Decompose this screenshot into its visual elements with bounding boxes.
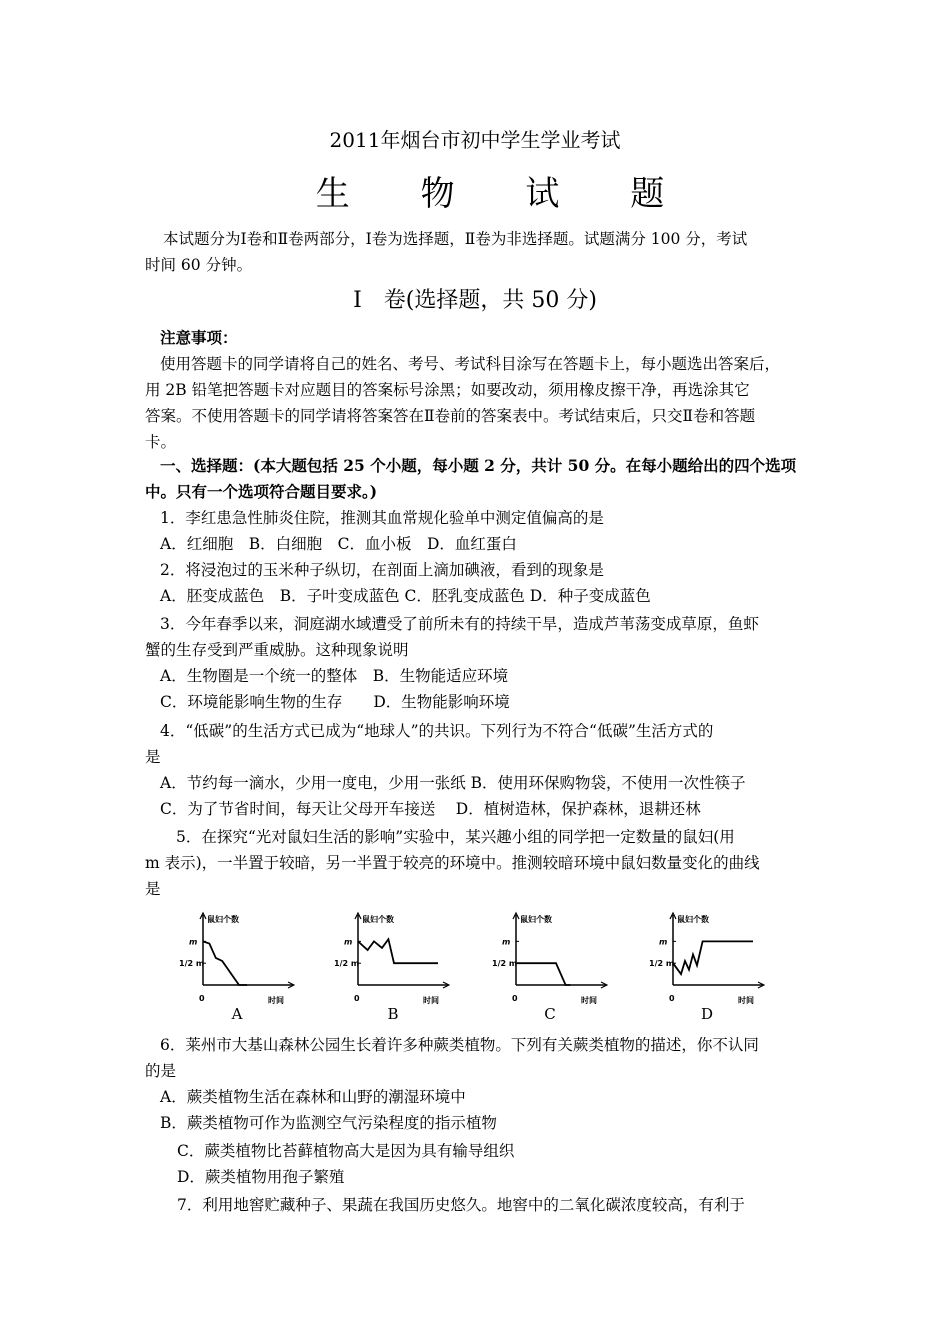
y-axis-label: 鼠妇个数 <box>520 915 552 924</box>
q3-stem-2: 蟹的生存受到严重威胁。这种现象说明 <box>145 641 409 659</box>
notice-line-4: 卡。 <box>145 433 177 451</box>
q4-options-2: C．为了节省时间，每天让父母开车接送 D．植树造林，保护森林，退耕还林 <box>160 800 701 818</box>
x-axis-label: 时间 <box>738 996 754 1005</box>
y-tick-half-m: 1/2 m <box>334 959 360 969</box>
graph-d-label: D <box>700 1005 714 1023</box>
series-line <box>516 963 570 985</box>
q6-option-c: C．蕨类植物比苔藓植物高大是因为具有输导组织 <box>177 1142 515 1160</box>
q5-stem-3: 是 <box>145 880 161 898</box>
y-tick-m: m <box>502 937 511 947</box>
intro-line-2: 时间 60 分钟。 <box>145 256 253 274</box>
volume-title: Ⅰ 卷(选择题，共 50 分) <box>353 288 597 313</box>
origin-label: 0 <box>354 994 360 1003</box>
section-heading-2: 中。只有一个选项符合题目要求。) <box>145 482 378 501</box>
q1-options: A．红细胞 B．白细胞 C．血小板 D．血红蛋白 <box>160 535 517 553</box>
y-axis-label: 鼠妇个数 <box>677 915 709 924</box>
q2-stem: 2．将浸泡过的玉米种子纵切，在剖面上滴加碘液，看到的现象是 <box>160 561 604 579</box>
section-heading-1: 一、选择题：(本大题包括 25 个小题，每小题 2 分，共计 50 分。在每小题给出的四个选项 <box>160 456 797 475</box>
y-tick-half-m: 1/2 m <box>649 959 675 969</box>
q6-stem-2: 的是 <box>145 1062 177 1080</box>
q7-stem-1: 7．利用地窖贮藏种子、果蔬在我国历史悠久。地窖中的二氧化碳浓度较高，有利于 <box>177 1196 745 1214</box>
notice-heading: 注意事项： <box>160 328 238 347</box>
q5-stem-1: 5．在探究“光对鼠妇生活的影响”实验中，某兴趣小组的同学把一定数量的鼠妇(用 <box>176 828 735 846</box>
series-line <box>203 941 247 985</box>
q6-stem-1: 6．莱州市大基山森林公园生长着许多种蕨类植物。下列有关蕨类植物的描述，你不认同 <box>160 1036 759 1054</box>
q4-stem-1: 4．“低碳”的生活方式已成为“地球人”的共识。下列行为不符合“低碳”生活方式的 <box>160 722 714 740</box>
q4-stem-2: 是 <box>145 748 161 766</box>
y-tick-m: m <box>344 937 353 947</box>
notice-line-3: 答案。不使用答题卡的同学请将答案答在Ⅱ卷前的答案表中。考试结束后，只交Ⅱ卷和答题 <box>145 407 756 425</box>
x-axis-label: 时间 <box>581 996 597 1005</box>
y-axis-label: 鼠妇个数 <box>362 915 394 924</box>
graph-c-svg <box>488 910 608 1010</box>
y-tick-m: m <box>659 937 668 947</box>
graph-c-label: C <box>544 1005 556 1023</box>
graph-b-svg <box>330 910 450 1010</box>
q3-options-2: C．环境能影响生物的生存 D．生物能影响环境 <box>160 693 510 711</box>
y-tick-half-m: 1/2 m <box>492 959 518 969</box>
notice-line-1: 使用答题卡的同学请将自己的姓名、考号、考试科目涂写在答题卡上，每小题选出答案后， <box>160 355 781 373</box>
graph-a-label: A <box>231 1005 243 1023</box>
graph-d-svg <box>645 910 765 1010</box>
series-line <box>673 941 753 974</box>
y-axis-label: 鼠妇个数 <box>207 915 239 924</box>
intro-line-1: 本试题分为Ⅰ卷和Ⅱ卷两部分，Ⅰ卷为选择题，Ⅱ卷为非选择题。试题满分 100 分，考试 <box>163 230 748 248</box>
origin-label: 0 <box>512 994 518 1003</box>
x-axis-label: 时间 <box>423 996 439 1005</box>
y-tick-half-m: 1/2 m <box>179 959 205 969</box>
q6-option-a: A．蕨类植物生活在森林和山野的潮湿环境中 <box>160 1088 466 1106</box>
series-line <box>358 939 438 963</box>
q3-options-1: A．生物圈是一个统一的整体 B．生物能适应环境 <box>160 667 509 685</box>
origin-label: 0 <box>199 994 205 1003</box>
q1-stem: 1．李红患急性肺炎住院，推测其血常规化验单中测定值偏高的是 <box>160 509 604 527</box>
graph-a-svg <box>175 910 295 1010</box>
q3-stem-1: 3．今年春季以来，洞庭湖水域遭受了前所未有的持续干旱，造成芦苇荡变成草原，鱼虾 <box>160 615 759 633</box>
q6-option-d: D．蕨类植物用孢子繁殖 <box>177 1168 345 1186</box>
exam-title: 2011年烟台市初中学生学业考试 <box>329 128 621 152</box>
graph-b-label: B <box>387 1005 399 1023</box>
q5-stem-2: m 表示)，一半置于较暗，另一半置于较亮的环境中。推测较暗环境中鼠妇数量变化的曲线 <box>145 854 760 872</box>
q6-option-b: B．蕨类植物可作为监测空气污染程度的指示植物 <box>160 1114 497 1132</box>
notice-line-2: 用 2B 铅笔把答题卡对应题目的答案标号涂黑；如要改动，须用橡皮擦干净，再选涂其它 <box>145 381 750 399</box>
x-axis-label: 时间 <box>268 996 284 1005</box>
subject-title: 生 物 试 题 <box>315 174 695 214</box>
q4-options-1: A．节约每一滴水，少用一度电，少用一张纸 B．使用环保购物袋，不使用一次性筷子 <box>160 774 746 792</box>
origin-label: 0 <box>669 994 675 1003</box>
y-tick-m: m <box>189 937 198 947</box>
q2-options: A．胚变成蓝色 B．子叶变成蓝色 C．胚乳变成蓝色 D．种子变成蓝色 <box>160 587 651 605</box>
